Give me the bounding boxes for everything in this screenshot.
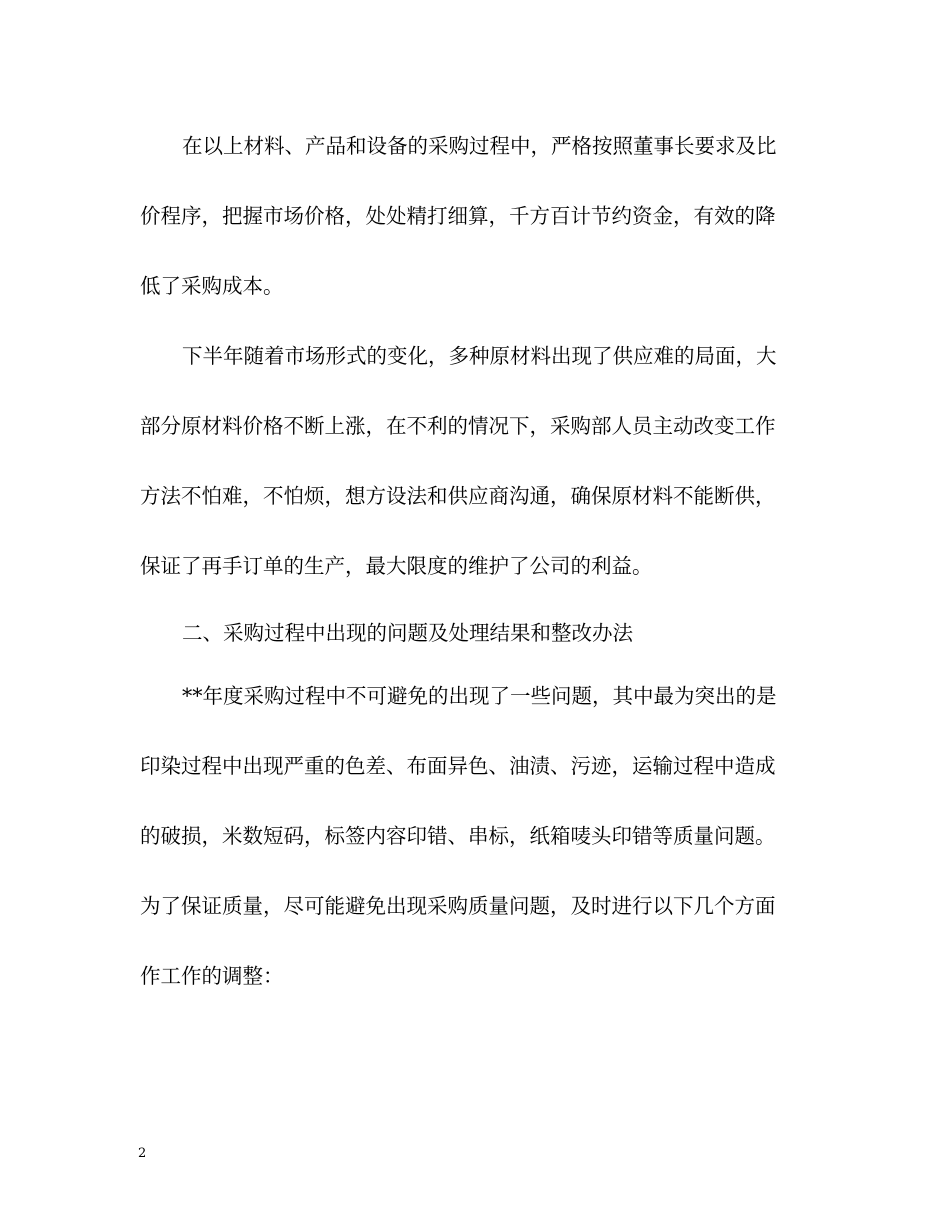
paragraph-3-line-4: 为了保证质量，尽可能避免出现采购质量问题，及时进行以下几个方面 bbox=[140, 894, 776, 918]
paragraph-1-line-3: 低了采购成本。 bbox=[140, 274, 284, 298]
page-number: 2 bbox=[138, 1146, 147, 1161]
paragraph-2-line-2: 部分原材料价格不断上涨，在不利的情况下，采购部人员主动改变工作 bbox=[140, 414, 776, 438]
paragraph-1-line-2: 价程序，把握市场价格，处处精打细算，千方百计节约资金，有效的降 bbox=[140, 204, 776, 228]
paragraph-3-line-3: 的破损，米数短码，标签内容印错、串标，纸箱唛头印错等质量问题。 bbox=[140, 824, 776, 848]
paragraph-2-line-4: 保证了再手订单的生产，最大限度的维护了公司的利益。 bbox=[140, 554, 653, 578]
paragraph-2-line-1: 下半年随着市场形式的变化，多种原材料出现了供应难的局面，大 bbox=[182, 344, 777, 368]
paragraph-2-line-3: 方法不怕难，不怕烦，想方设法和供应商沟通，确保原材料不能断供， bbox=[140, 484, 776, 508]
paragraph-3-line-2: 印染过程中出现严重的色差、布面异色、油渍、污迹，运输过程中造成 bbox=[140, 754, 776, 778]
paragraph-3-line-1: **年度采购过程中不可避免的出现了一些问题，其中最为突出的是 bbox=[182, 684, 777, 708]
section-heading: 二、采购过程中出现的问题及处理结果和整改办法 bbox=[182, 621, 633, 645]
paragraph-1-line-1: 在以上材料、产品和设备的采购过程中，严格按照董事长要求及比 bbox=[182, 134, 777, 158]
paragraph-3-line-5: 作工作的调整： bbox=[140, 964, 284, 988]
